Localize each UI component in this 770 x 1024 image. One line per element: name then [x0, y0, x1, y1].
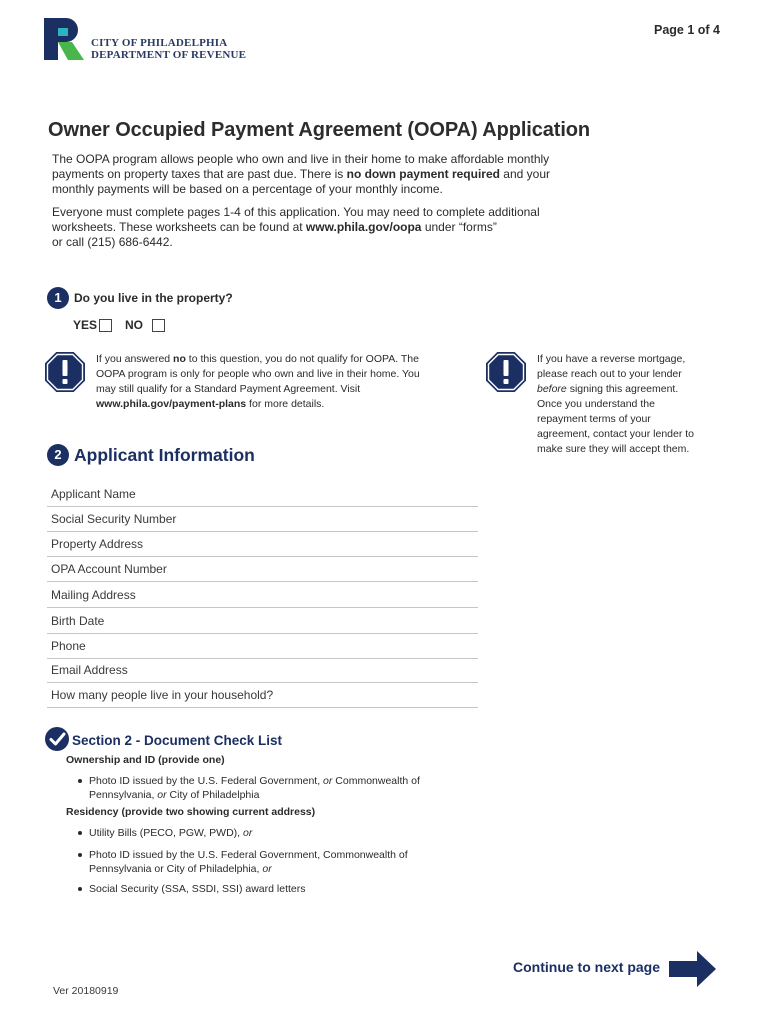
residency-heading: Residency (provide two showing current address)	[66, 806, 316, 818]
field-label: Birth Date	[51, 614, 105, 628]
property-address-field[interactable]	[47, 532, 478, 557]
payment-plans-link: www.phila.gov/payment-plans	[96, 398, 247, 410]
bullet-text: Pennsylvania,	[89, 789, 158, 801]
no-label: NO	[125, 318, 143, 332]
bullet-text: Commonwealth of	[332, 775, 420, 787]
intro-text: and your	[499, 167, 551, 181]
list-item	[78, 774, 478, 802]
warning-icon	[44, 351, 86, 393]
intro-line: monthly payments will be based on a percentage of your monthly income.	[52, 182, 443, 196]
note-italic: before	[537, 383, 567, 395]
bullet-dot	[78, 831, 82, 835]
note-text: to this question, you do not qualify for OOPA. The	[185, 353, 419, 365]
bullet-italic: or	[323, 775, 333, 787]
intro-line	[52, 167, 632, 182]
note-text: signing this agreement.	[566, 383, 679, 395]
bullet-line	[89, 862, 478, 876]
note-line: may still qualify for a Standard Payment Agreement. Visit	[96, 383, 361, 395]
yes-checkbox[interactable]	[99, 319, 112, 332]
bullet-line: Photo ID issued by the U.S. Federal Government, Commonwealth of	[89, 849, 408, 861]
step-1-badge: 1	[47, 287, 69, 309]
city-logo-icon	[44, 18, 84, 60]
reverse-mortgage-note	[537, 352, 737, 457]
applicant-name-field[interactable]	[47, 482, 478, 507]
continue-label: Continue to next page	[513, 959, 660, 975]
step-2-badge: 2	[47, 444, 69, 466]
intro-line: The OOPA program allows people who own and live in their home to make affordable monthly	[52, 152, 550, 166]
bullet-line: Social Security (SSA, SSDI, SSI) award letters	[89, 883, 306, 895]
department-name	[91, 37, 246, 61]
intro-text: payments on property taxes that are past due. There is	[52, 167, 347, 181]
note-line	[537, 382, 737, 397]
note-line: make sure they will accept them.	[537, 443, 690, 455]
list-item	[78, 826, 478, 840]
field-label: Mailing Address	[51, 588, 136, 602]
applicant-info-title: Applicant Information	[74, 445, 255, 465]
field-label: Applicant Name	[51, 487, 136, 501]
intro-line: Everyone must complete pages 1-4 of this application. You may need to complete additional	[52, 205, 540, 219]
list-item	[78, 848, 478, 876]
arrow-right-icon	[669, 950, 717, 988]
note-line: repayment terms of your	[537, 413, 651, 425]
bullet-line	[89, 826, 478, 840]
ownership-heading: Ownership and ID (provide one)	[66, 754, 225, 766]
checkmark-icon	[44, 726, 70, 752]
no-residence-note	[96, 352, 476, 412]
note-line: agreement, contact your lender to	[537, 428, 695, 440]
bullet-line	[89, 788, 478, 802]
mailing-address-field[interactable]	[47, 583, 478, 608]
note-line	[96, 352, 476, 367]
bullet-italic: or	[157, 789, 167, 801]
org-line-2: DEPARTMENT OF REVENUE	[91, 49, 247, 61]
intro-text: under “forms”	[421, 220, 497, 234]
bullet-text: City of Philadelphia	[166, 789, 260, 801]
bullet-text: Pennsylvania or City of Philadelphia,	[89, 863, 263, 875]
bullet-text: Utility Bills (PECO, PGW, PWD),	[89, 827, 244, 839]
note-bold: no	[173, 353, 186, 365]
bullet-line	[89, 774, 478, 788]
list-item	[78, 882, 478, 896]
bullet-italic: or	[262, 863, 272, 875]
email-field[interactable]	[47, 658, 478, 683]
version-label: Ver 20180919	[53, 985, 119, 997]
note-line: If you have a reverse mortgage,	[537, 353, 686, 365]
intro-bold: no down payment required	[346, 167, 500, 181]
yes-label: YES	[73, 318, 98, 332]
page-title: Owner Occupied Payment Agreement (OOPA) Application	[48, 119, 591, 141]
note-text: for more details.	[246, 398, 325, 410]
ssn-field[interactable]	[47, 507, 478, 532]
page-indicator: Page 1 of 4	[654, 23, 720, 37]
note-line	[96, 397, 476, 412]
field-label: Property Address	[51, 537, 144, 551]
bullet-dot	[78, 779, 82, 783]
field-label: OPA Account Number	[51, 562, 167, 576]
document-checklist-title: Section 2 - Document Check List	[72, 733, 283, 748]
org-line-1: CITY OF PHILADELPHIA	[91, 37, 228, 49]
opa-account-field[interactable]	[47, 557, 478, 582]
bullet-dot	[78, 887, 82, 891]
birth-date-field[interactable]	[47, 609, 478, 634]
note-line: OOPA program is only for people who own and live in their home. You	[96, 368, 420, 380]
bullet-text: Photo ID issued by the U.S. Federal Government,	[89, 775, 324, 787]
intro-text: worksheets. These worksheets can be found at	[52, 220, 306, 234]
bullet-dot	[78, 853, 82, 857]
phone-field[interactable]	[47, 634, 478, 659]
field-label: Email Address	[51, 663, 128, 677]
field-label: How many people live in your household?	[51, 688, 274, 702]
field-label: Social Security Number	[51, 512, 177, 526]
intro-line: or call (215) 686-6442.	[52, 235, 173, 249]
question-1-label: Do you live in the property?	[74, 291, 233, 305]
intro-line	[52, 220, 632, 235]
note-text: If you answered	[96, 353, 174, 365]
note-line: Once you understand the	[537, 398, 655, 410]
no-checkbox[interactable]	[152, 319, 165, 332]
note-line: please reach out to your lender	[537, 368, 682, 380]
field-label: Phone	[51, 639, 86, 653]
household-size-field[interactable]	[47, 683, 478, 708]
oopa-link: www.phila.gov/oopa	[305, 220, 422, 234]
bullet-italic: or	[243, 827, 253, 839]
warning-icon	[485, 351, 527, 393]
intro-paragraph-1	[52, 152, 632, 197]
intro-paragraph-2	[52, 205, 632, 250]
